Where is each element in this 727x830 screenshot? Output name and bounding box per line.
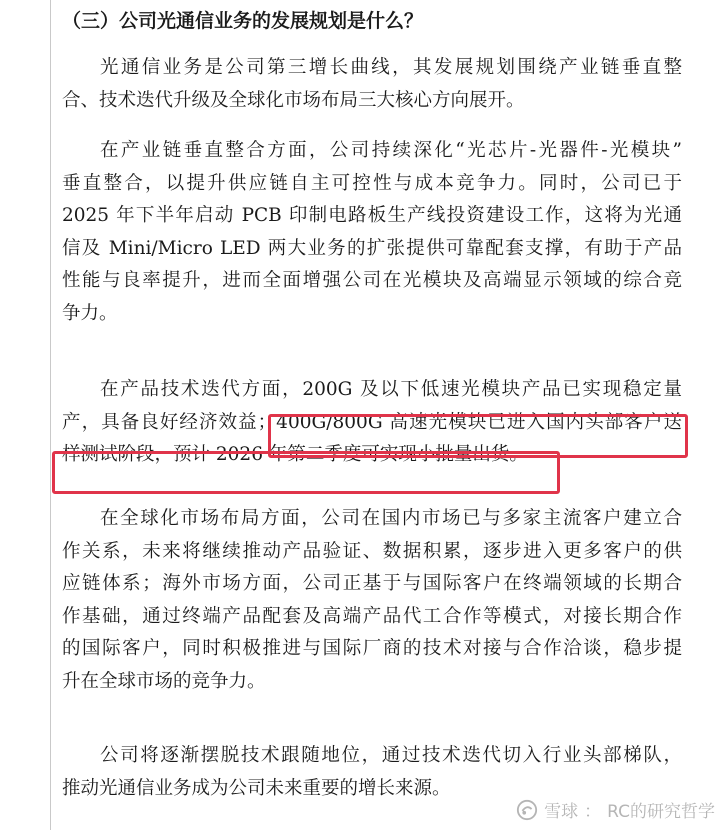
paragraph-4	[62, 503, 682, 698]
paragraph-line: 公司将逐渐摆脱技术跟随地位，通过技术迭代切入行业头部梯队，	[100, 745, 682, 766]
paragraph-line: 的国际客户，同时积极推进与国际厂商的技术对接与合作洽谈，稳步提	[62, 638, 682, 659]
paragraph-line: 性能与良率提升，进而全面增强公司在光模块及高端显示领域的综合竞	[62, 270, 682, 291]
paragraph-line: 推动光通信业务成为公司未来重要的增长来源。	[62, 777, 451, 799]
paragraph-line: 在产品技术迭代方面，200G 及以下低速光模块产品已实现稳定量	[100, 379, 682, 400]
paragraph-line: 升在全球市场的竞争力。	[62, 670, 266, 692]
paragraph-3	[62, 374, 682, 472]
snowball-logo-icon	[516, 799, 538, 821]
section-heading: （三）公司光通信业务的发展规划是什么？	[62, 10, 424, 32]
paragraph-line: 在产业链垂直整合方面，公司持续深化“光芯片-光器件-光模块”	[100, 140, 682, 161]
paragraph-2	[62, 135, 682, 330]
paragraph-line: 作基础，通过终端产品配套及高端产品代工合作等模式，对接长期合作	[62, 605, 682, 627]
watermark-brand: 雪球	[544, 802, 579, 822]
paragraph-line: 在全球化市场布局方面，公司在国内市场已与多家主流客户建立合	[100, 508, 682, 529]
paragraph-line: 作关系，未来将继续推动产品验证、数据积累，逐步进入更多客户的供	[62, 540, 682, 562]
paragraph-5	[62, 740, 682, 805]
paragraph-line: 样测试阶段，预计 2026 年第二季度可实现小批量出货。	[62, 444, 528, 465]
page-left-border	[50, 0, 51, 830]
paragraph-line: 应链体系；海外市场方面，公司正基于与国际客户在终端领域的长期合	[62, 573, 682, 594]
paragraph-line: 垂直整合，以提升供应链自主可控性与成本竞争力。同时，公司已于	[62, 172, 682, 194]
paragraph-line: 2025 年下半年启动 PCB 印制电路板生产线投资建设工作，这将为光通	[62, 205, 682, 226]
paragraph-line: 信及 Mini/Micro LED 两大业务的扩张提供可靠配套支撑，有助于产品	[62, 237, 682, 259]
watermark-separator: ：	[584, 802, 602, 822]
paragraph-1	[62, 52, 682, 117]
paragraph-line: 产，具备良好经济效益；400G/800G 高速光模块已进入国内头部客户送	[62, 411, 682, 433]
watermark	[516, 797, 715, 822]
paragraph-line: 光通信业务是公司第三增长曲线，其发展规划围绕产业链垂直整	[100, 57, 682, 78]
paragraph-line: 争力。	[62, 302, 118, 324]
paragraph-line: 合、技术迭代升级及全球化市场布局三大核心方向展开。	[62, 89, 525, 111]
watermark-author: RC的研究哲学	[607, 802, 715, 822]
